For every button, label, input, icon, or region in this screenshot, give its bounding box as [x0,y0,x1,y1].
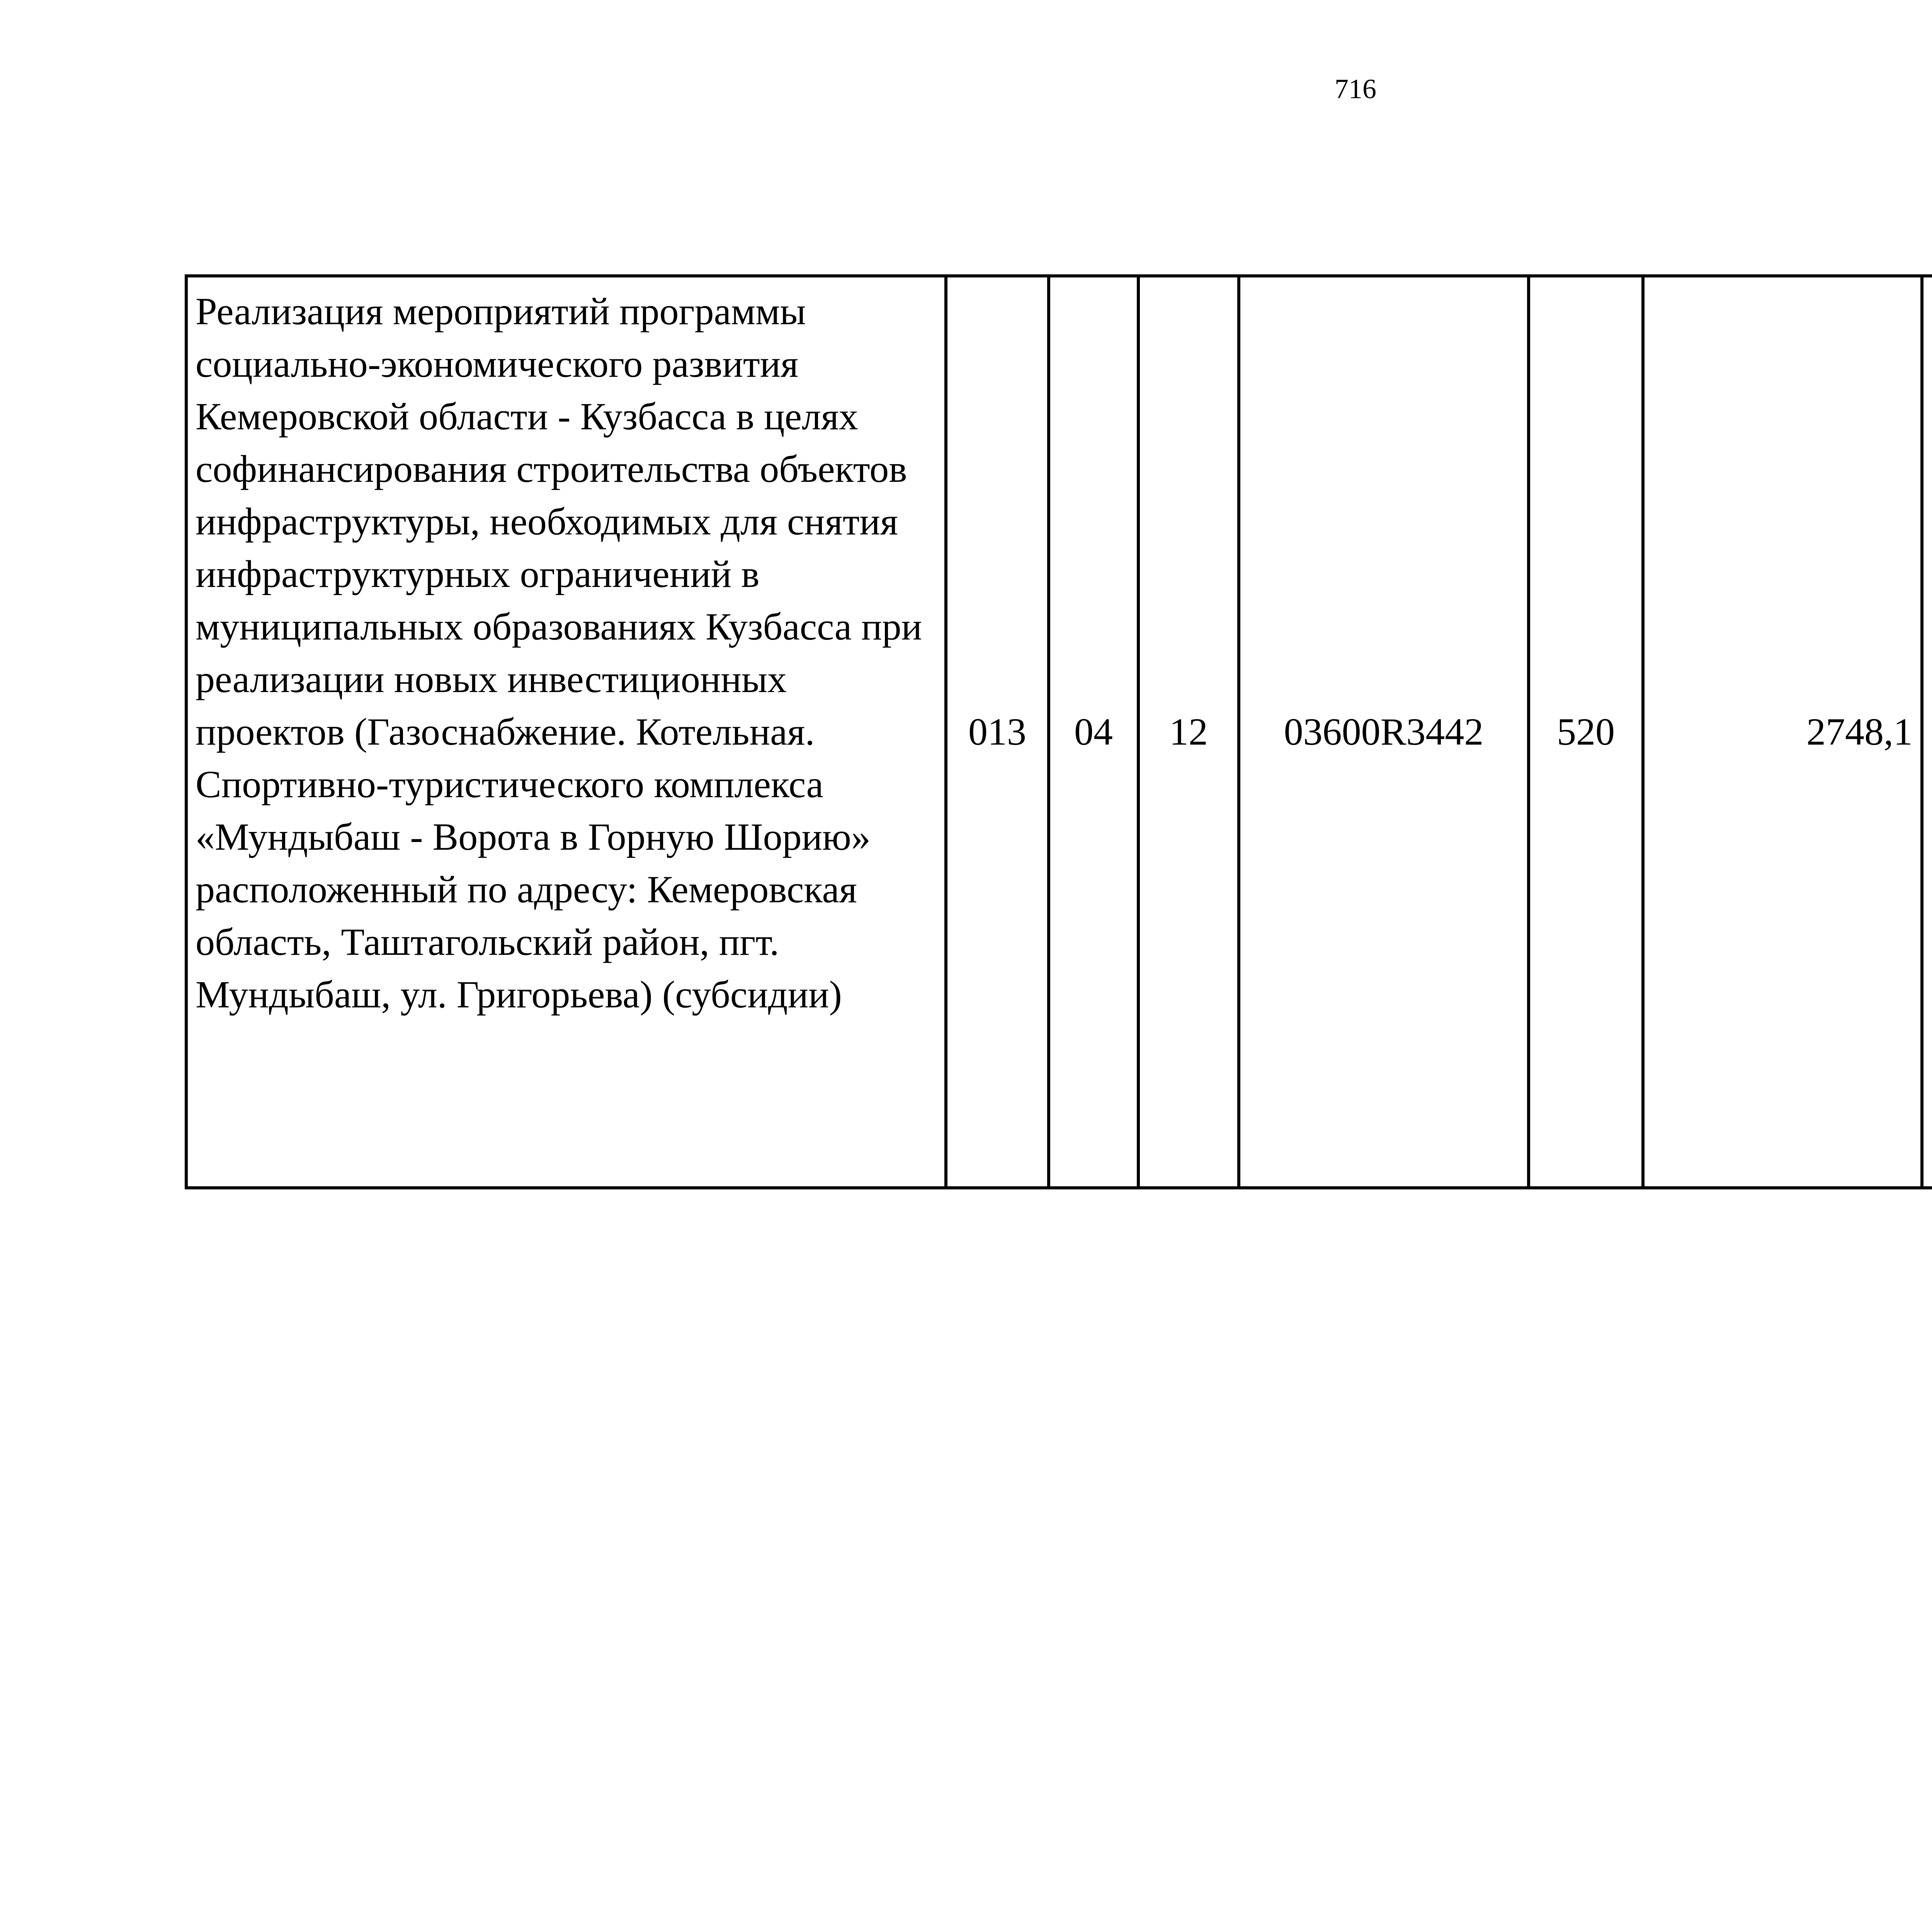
expense-type-cell: 520 [1529,276,1643,1188]
section-cell: 04 [1049,276,1138,1188]
ministry-code-cell: 013 [946,276,1049,1188]
amount-2-cell [1922,276,1932,1188]
target-article-cell: 03600R3442 [1239,276,1529,1188]
budget-table [185,274,1932,1189]
subsection-cell: 12 [1138,276,1239,1188]
amount-cell: 2748,1 [1643,276,1922,1188]
expense-name-cell: Реализация мероприятий программы социально-экономического развития Кемеровской области - Кузбасса в целях софинансирования строительства объектов инфраструктуры, необходимых для снятия инфраструктурных ограничений в муниципальных образованиях Кузбасса при реализации новых инвестиционных проектов (Газоснабжение. Котельная. Спортивно-туристического комплекса «Мундыбаш - Ворота в Горную Шорию» расположенный по адресу: Кемеровская область, Таштагольский район, пгт. Мундыбаш, ул. Григорьева) (субсидии) [186,276,946,1188]
page-number: 716 [1335,73,1376,104]
table-row [186,276,1932,1188]
